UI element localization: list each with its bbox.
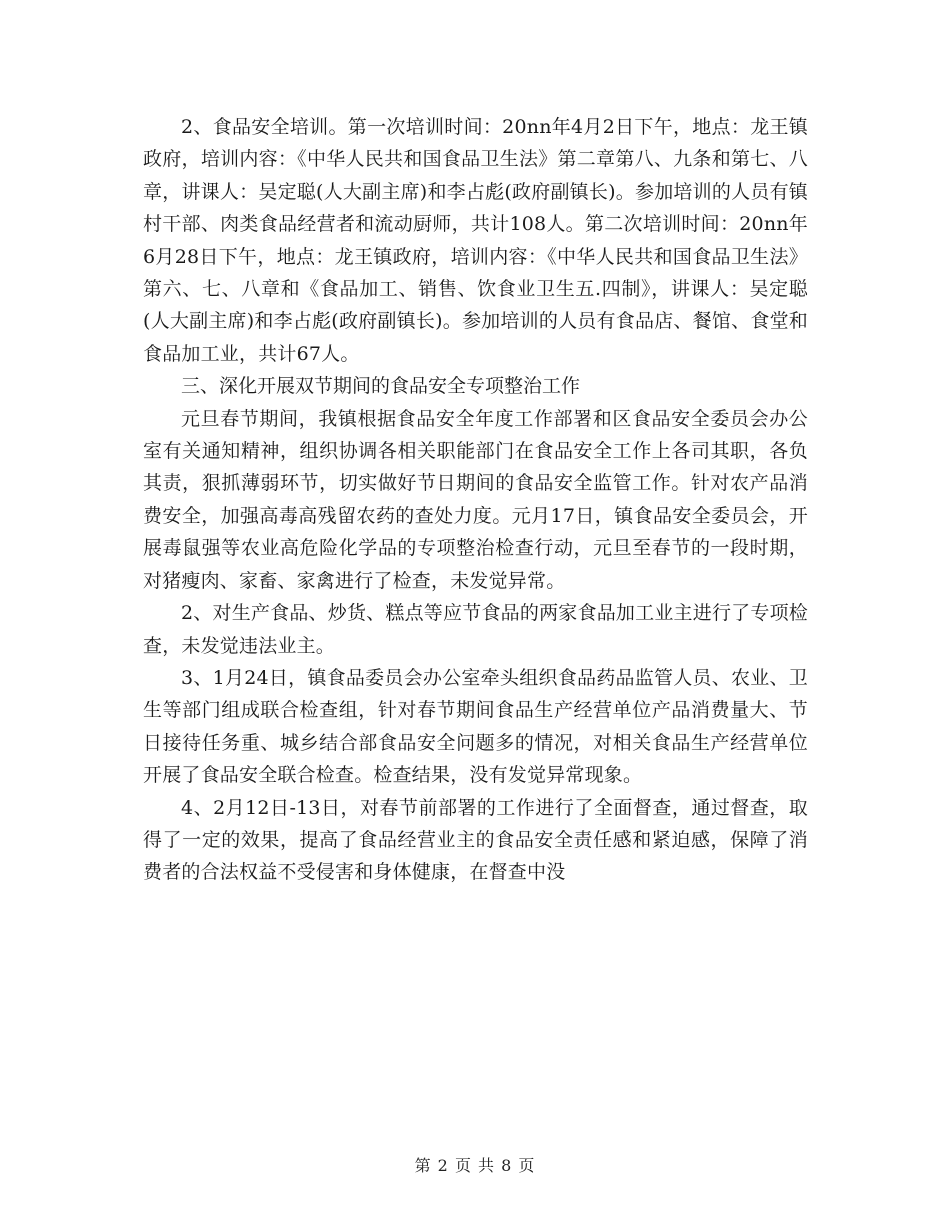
page-footer xyxy=(0,1154,950,1178)
paragraph-holiday-supervision: 元旦春节期间，我镇根据食品安全年度工作部署和区食品安全委员会办公室有关通知精神，组织协调各相关职能部门在食品安全工作上各司其职，各负其责，狠抓薄弱环节，切实做好节日期间的食品安全监管工作。针对农产品消费安全，加强高毒高残留农药的查处力度。元月17日，镇食品安全委员会，开展毒鼠强等农业高危险化学品的专项整治检查行动，元旦至春节的一段时期，对猪瘦肉、家畜、家禽进行了检查，未发觉异常。 xyxy=(143,407,808,592)
document-body xyxy=(143,111,808,889)
section-heading-holiday-rectification: 三、深化开展双节期间的食品安全专项整治工作 xyxy=(181,375,581,398)
paragraph-item-4-supervision: 4、2月12日-13日，对春节前部署的工作进行了全面督查，通过督查，取得了一定的效果，提高了食品经营业主的食品安全责任感和紧迫感，保障了消费者的合法权益不受侵害和身体健康，在督查中没 xyxy=(143,796,808,884)
paragraph-training: 2、食品安全培训。第一次培训时间：20nn年4月2日下午，地点：龙王镇政府，培训内容：《中华人民共和国食品卫生法》第二章第八、九条和第七、八章，讲课人：吴定聪(人大副主席)和李占彪(政府副镇长)。参加培训的人员有镇村干部、肉类食品经营者和流动厨师，共计108人。第二次培训时间：20nn年6月28日下午，地点：龙王镇政府，培训内容：《中华人民共和国食品卫生法》第六、七、八章和《食品加工、销售、饮食业卫生五.四制》，讲课人：吴定聪(人大副主席)和李占彪(政府副镇长)。参加培训的人员有食品店、餐馆、食堂和食品加工业，共计67人。 xyxy=(143,116,808,365)
page-number: 第 2 页 共 8 页 xyxy=(414,1156,536,1175)
paragraph-item-3-joint-inspection: 3、1月24日，镇食品委员会办公室牵头组织食品药品监管人员、农业、卫生等部门组成联合检查组，针对春节期间食品生产经营单位产品消费量大、节日接待任务重、城乡结合部食品安全问题多的情况，对相关食品生产经营单位开展了食品安全联合检查。检查结果，没有发觉异常现象。 xyxy=(143,666,808,787)
paragraph-item-2-inspection: 2、对生产食品、炒货、糕点等应节食品的两家食品加工业主进行了专项检查，未发觉违法业主。 xyxy=(143,602,808,657)
